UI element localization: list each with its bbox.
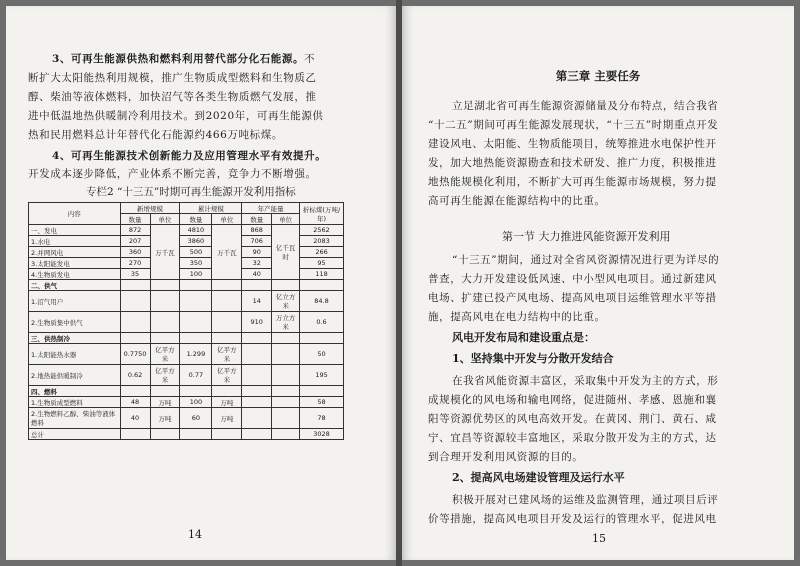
cell-name: 一、发电: [29, 225, 121, 236]
cell-name: 总计: [29, 429, 121, 440]
cell: 32: [242, 258, 272, 269]
cell: 万吨: [150, 408, 180, 429]
cell: 500: [180, 247, 212, 258]
cell: 14: [242, 291, 272, 312]
cell: 706: [242, 236, 272, 247]
cell: 35: [120, 269, 150, 280]
table-row: [29, 397, 344, 408]
para3-line4: 进中低温地热供暖制冷利用技术。到2020年，可再生能源供: [28, 110, 324, 122]
para3-line3: 醇、柴油等液体燃料，加快沼气等各类生物质燃气发展，推: [28, 91, 317, 103]
th-unit: 单位: [212, 214, 242, 225]
table-row: [29, 365, 344, 386]
cell: 2562: [300, 225, 344, 236]
cell: 40: [242, 269, 272, 280]
cell: 亿平方米: [212, 365, 242, 386]
cell-name: 2.生物燃料乙醇、柴油等液体燃料: [29, 408, 121, 429]
table-row: [29, 291, 344, 312]
cell: 100: [180, 269, 212, 280]
table-row: [29, 344, 344, 365]
section-label: 三、供热制冷: [29, 333, 121, 344]
intro-line3: 建设风电、太阳能、生物质能项目，统筹推进水电保护性开: [428, 138, 717, 150]
cell: 3028: [300, 429, 344, 440]
cell: 60: [180, 408, 212, 429]
cell: 78: [300, 408, 344, 429]
th-unit: 单位: [150, 214, 180, 225]
cell: 亿平方米: [150, 365, 180, 386]
focus-title: 风电开发布局和建设重点是：: [452, 331, 595, 344]
table-section-row: [29, 333, 344, 344]
item1-line1: 在我省风能资源丰富区，采取集中开发为主的方式，形: [452, 375, 719, 387]
para3-line1: [52, 50, 315, 69]
item1-line5: 到合理开发利用风资源的目的。: [428, 451, 584, 463]
item2-title: 2、提高风电场建设管理及运行水平: [452, 471, 625, 484]
chapter-title: 第三章 主要任务: [555, 69, 641, 83]
th-total: 累计规模: [180, 203, 242, 214]
cell-name: 3.太阳能发电: [29, 258, 121, 269]
table-section-row: [29, 280, 344, 291]
th-qty: 数量: [180, 214, 212, 225]
cell: 84.8: [300, 291, 344, 312]
cell: 100: [180, 397, 212, 408]
cell: 亿平方米: [150, 344, 180, 365]
cell-name: 4.生物质发电: [29, 269, 121, 280]
section-line3: 电场、扩建已投产风电场、提高风电项目运维管理水平等措: [428, 292, 717, 304]
cell: 58: [300, 397, 344, 408]
table-row: [29, 312, 344, 333]
cell: 266: [300, 247, 344, 258]
cell: 3860: [180, 236, 212, 247]
cell: 亿立方米: [272, 291, 300, 312]
section-label: 四、燃料: [29, 386, 121, 397]
cell-unit-kwh: 亿千瓦时: [272, 225, 300, 280]
cell: 195: [300, 365, 344, 386]
intro-line5: 地热能规模化利用，不断扩大可再生能源市场规模，努力提: [428, 176, 717, 188]
para3-title: 3、可再生能源供热和燃料利用替代部分化石能源。: [52, 53, 305, 65]
item2-line2: 价等措施，提高风电项目开发及运行的管理水平，促进风电: [428, 513, 717, 525]
cell: 48: [120, 397, 150, 408]
page-number: 14: [188, 528, 202, 541]
th-new: 新增规模: [120, 203, 180, 214]
table-header-row: [29, 203, 344, 214]
cell: 872: [120, 225, 150, 236]
item2-line1: 积极开展对已建风场的运维及监测管理，通过项目后评: [452, 494, 719, 506]
intro-line4: 发，加大地热能资源勘查和技术研发、推广力度，积极推进: [428, 157, 717, 169]
para3-line5: 热和民用燃料总计年替代化石能源约466万吨标煤。: [28, 129, 283, 141]
cell: 360: [120, 247, 150, 258]
indicator-table: [28, 202, 344, 440]
cell: 95: [300, 258, 344, 269]
cell-name: 1.沼气用户: [29, 291, 121, 312]
cell-unit-mw: 万千瓦: [212, 225, 242, 280]
cell: 350: [180, 258, 212, 269]
para4-line: 开发成本逐步降低，产业体系不断完善，竞争力不断增强。: [28, 168, 317, 180]
left-page: [6, 6, 396, 560]
table-total-row: [29, 429, 344, 440]
table-row: [29, 225, 344, 236]
cell: 万吨: [150, 397, 180, 408]
th-coal: 折标煤(万吨/年): [300, 203, 344, 225]
cell: 0.7750: [120, 344, 150, 365]
cell-name: 2.地热能供暖制冷: [29, 365, 121, 386]
section-line2: 普查，大力开发建设低风速、中小型风电项目。通过新建风: [428, 273, 717, 285]
th-annual: 年产能量: [242, 203, 300, 214]
cell: 868: [242, 225, 272, 236]
cell-name: 2.并网风电: [29, 247, 121, 258]
cell: 亿平方米: [212, 344, 242, 365]
cell-unit-mw: 万千瓦: [150, 225, 180, 280]
th-qty: 数量: [242, 214, 272, 225]
section-label: 二、供气: [29, 280, 121, 291]
cell-name: 1.太阳能热水器: [29, 344, 121, 365]
page-number: 15: [592, 532, 606, 545]
cell: 2083: [300, 236, 344, 247]
cell: 270: [120, 258, 150, 269]
section-line1: “十三五”期间，通过对全省风资源情况进行更为详尽的: [452, 254, 720, 266]
th-qty: 数量: [120, 214, 150, 225]
th-unit: 单位: [272, 214, 300, 225]
cell: 207: [120, 236, 150, 247]
cell: 50: [300, 344, 344, 365]
intro-line2: “十二五”期间可再生能源发展现状，“十三五”时期重点开发: [428, 119, 719, 131]
th-content: 内容: [29, 203, 121, 225]
right-page: [402, 6, 794, 560]
section-line4: 施，提高风电在电力结构中的比重。: [428, 311, 606, 323]
item1-line3: 阳等资源优势区的风电高效开发。在黄冈、荆门、黄石、咸: [428, 413, 717, 425]
table-section-row: [29, 386, 344, 397]
cell-name: 1.生物质成型燃料: [29, 397, 121, 408]
para3-line1-tail: 不: [304, 53, 316, 65]
cell-name: 1.水电: [29, 236, 121, 247]
cell: 1.299: [180, 344, 212, 365]
cell: 0.77: [180, 365, 212, 386]
para3-line2: 断扩大太阳能热利用规模，推广生物质成型燃料和生物质乙: [28, 72, 317, 84]
item1-title: 1、坚持集中开发与分散开发结合: [452, 352, 614, 365]
cell: 万立方米: [272, 312, 300, 333]
cell: 0.6: [300, 312, 344, 333]
cell-name: 2.生物质集中供气: [29, 312, 121, 333]
item1-line4: 宁、宜昌等资源较丰富地区，采取分散开发为主的方式，达: [428, 432, 717, 444]
cell: 910: [242, 312, 272, 333]
cell: 40: [120, 408, 150, 429]
para4-title: 4、可再生能源技术创新能力及应用管理水平有效提升。: [52, 150, 327, 162]
cell: 0.62: [120, 365, 150, 386]
cell: 4810: [180, 225, 212, 236]
table-row: [29, 408, 344, 429]
intro-line6: 高可再生能源在能源结构中的比重。: [428, 195, 606, 207]
item1-line2: 成规模化的风电场和输电网络，促进随州、孝感、恩施和襄: [428, 394, 717, 406]
section-title: 第一节 大力推进风能资源开发利用: [502, 230, 671, 243]
cell: 万吨: [212, 408, 242, 429]
cell: 90: [242, 247, 272, 258]
intro-line1: 立足湖北省可再生能源资源储量及分布特点，结合我省: [452, 100, 719, 112]
cell: 118: [300, 269, 344, 280]
table-caption: 专栏2 “十三五”时期可再生能源开发利用指标: [86, 186, 296, 198]
cell: 万吨: [212, 397, 242, 408]
